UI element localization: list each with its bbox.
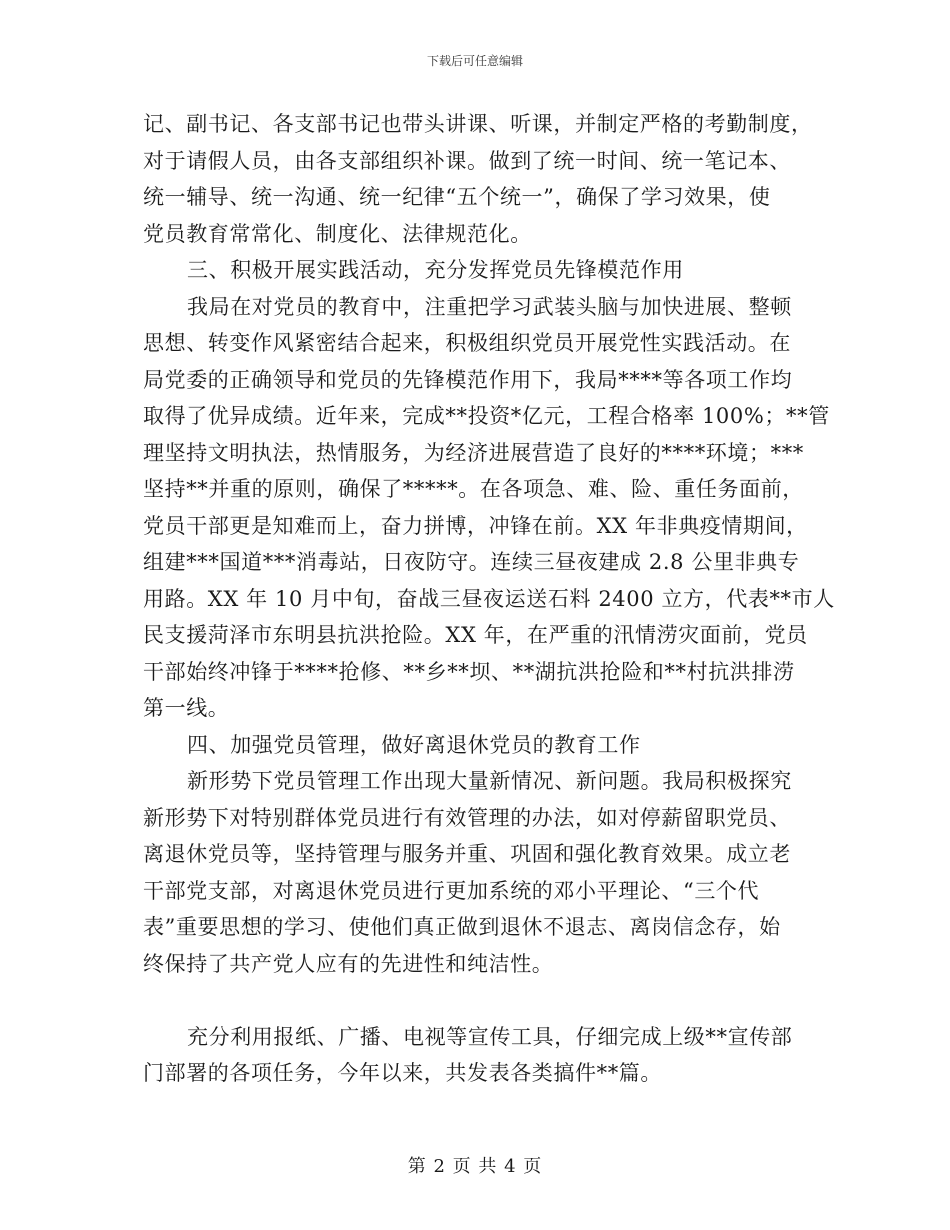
text-line: 对于请假人员，由各支部组织补课。做到了统一时间、统一笔记本、	[143, 148, 791, 173]
document-body	[143, 106, 835, 1092]
text-line: 新形势下党员管理工作出现大量新情况、新问题。我局积极探究	[187, 769, 792, 793]
text-line: 记、副书记、各支部书记也带头讲课、听课，并制定严格的考勤制度，	[143, 112, 813, 136]
text-line: 党员干部更是知难而上，奋力拼博，冲锋在前。XX 年非典疫情期间，	[143, 513, 808, 538]
header-note: 下载后可任意编辑	[426, 54, 523, 68]
page-number-footer: 第 2 页 共 4 页	[407, 1156, 543, 1177]
text-line: 思想、转变作风紧密结合起来，积极组织党员开展党性实践活动。在	[143, 331, 791, 355]
text-line: 党员教育常常化、制度化、法律规范化。	[143, 221, 532, 246]
text-line: 第一线。	[143, 696, 230, 720]
text-line: 新形势下对特别群体党员进行有效管理的办法，如对停薪留职党员、	[143, 805, 791, 830]
text-line: 干部党支部，对离退休党员进行更加系统的邓小平理论、“三个代	[143, 878, 760, 903]
blank-line	[143, 982, 807, 1019]
text-line: 三、积极开展实践活动，充分发挥党员先锋模范作用	[187, 258, 684, 282]
text-line: 局党委的正确领导和党员的先锋模范作用下，我局****等各项工作均	[143, 367, 793, 392]
text-line: 坚持**并重的原则，确保了*****。在各项急、难、险、重任务面前，	[143, 477, 804, 501]
text-line: 终保持了共产党人应有的先进性和纯洁性。	[143, 951, 554, 976]
text-line: 干部始终冲锋于****抢修、**乡**坝、**湖抗洪抢险和**村抗洪排涝	[143, 659, 795, 684]
text-line: 组建***国道***消毒站，日夜防守。连续三昼夜建成 2.8 公里非典专	[143, 550, 800, 574]
text-line: 充分利用报纸、广播、电视等宣传工具，仔细完成上级**宣传部	[187, 1024, 793, 1049]
text-line: 表”重要思想的学习、使他们真正做到退休不退志、离岗信念存，始	[143, 915, 781, 939]
text-line: 离退休党员等，坚持管理与服务并重、巩固和强化教育效果。成立老	[143, 842, 791, 866]
text-line: 用路。XX 年 10 月中旬，奋战三昼夜运送石料 2400 立方，代表**市人	[143, 586, 835, 611]
text-line: 我局在对党员的教育中，注重把学习武装头脑与加快进展、整顿	[187, 294, 792, 319]
text-line: 民支援菏泽市东明县抗洪抢险。XX 年，在严重的汛情涝灾面前，党员	[143, 623, 808, 647]
text-line: 统一辅导、统一沟通、统一纪律“五个统一”，确保了学习效果，使	[143, 185, 771, 209]
text-line: 理坚持文明执法，热情服务，为经济进展营造了良好的****环境；***	[143, 440, 804, 465]
text-line: 四、加强党员管理，做好离退休党员的教育工作	[187, 732, 641, 757]
text-line: 门部署的各项任务，今年以来，共发表各类搞件**篇。	[143, 1061, 662, 1085]
text-line: 取得了优异成绩。近年来，完成**投资*亿元，工程合格率 100%；**管	[143, 404, 830, 428]
